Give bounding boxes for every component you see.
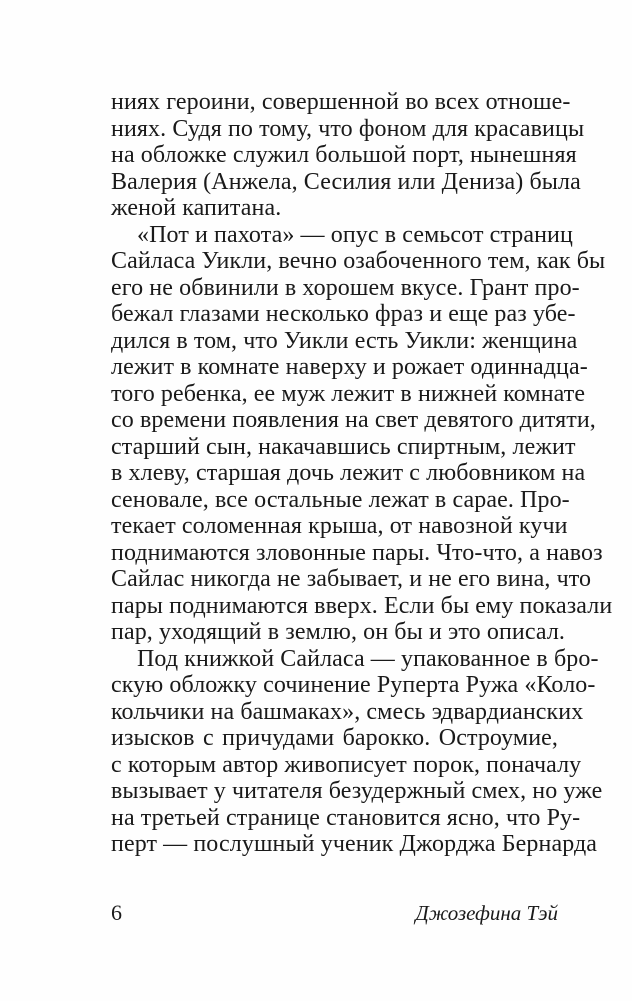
text-line: Сайласа Уикли, вечно озабоченного тем, как бы bbox=[111, 248, 606, 275]
text-line: поднимаются зловонные пары. Что-что, а навоз bbox=[111, 539, 603, 566]
body-text bbox=[111, 89, 613, 858]
text-line: изысков с причудами барокко. Остроумие, bbox=[111, 725, 558, 752]
text-line: кольчики на башмаках», смесь эдвардианских bbox=[111, 698, 584, 725]
text-line: ниях. Судя по тому, что фоном для красавицы bbox=[111, 115, 585, 142]
text-line: перт — послушный ученик Джорджа Бернарда bbox=[111, 831, 598, 858]
text-line: Сайлас никогда не забывает, и не его вина, что bbox=[111, 566, 592, 593]
text-line: того ребенка, ее муж лежит в нижней комнате bbox=[111, 380, 586, 407]
text-line: скую обложку сочинение Руперта Ружа «Коло- bbox=[111, 672, 596, 699]
text-line: женой капитана. bbox=[111, 195, 282, 222]
text-line: старший сын, накачавшись спиртным, лежит bbox=[111, 433, 576, 460]
text-line: сеновале, все остальные лежат в сарае. Про- bbox=[111, 486, 570, 513]
page-number: 6 bbox=[111, 900, 122, 925]
page-footer bbox=[111, 898, 558, 928]
text-line: на обложке служил большой порт, нынешняя bbox=[111, 142, 577, 169]
text-line: в хлеву, старшая дочь лежит с любовником на bbox=[111, 460, 586, 487]
text-line: на третьей странице становится ясно, что Ру- bbox=[111, 804, 581, 831]
text-line: лежит в комнате наверху и рожает одиннадца- bbox=[111, 354, 588, 381]
text-line: бежал глазами несколько фраз и еще раз убе- bbox=[111, 301, 576, 328]
text-line: Под книжкой Сайласа — упакованное в бро- bbox=[137, 645, 599, 672]
text-line: его не обвинили в хорошем вкусе. Грант про- bbox=[111, 274, 580, 301]
text-line: пары поднимаются вверх. Если бы ему показали bbox=[111, 592, 613, 619]
text-line: с которым автор живописует порок, поначалу bbox=[111, 751, 582, 778]
text-line: вызывает у читателя безудержный смех, но уже bbox=[111, 778, 603, 805]
text-line: ниях героини, совершенной во всех отноше- bbox=[111, 89, 571, 115]
text-line: текает соломенная крыша, от навозной кучи bbox=[111, 513, 568, 540]
running-title-author: Джозефина Тэй bbox=[415, 901, 558, 925]
text-line: «Пот и пахота» — опус в семьсот страниц bbox=[137, 221, 573, 248]
text-line: дился в том, что Уикли есть Уикли: женщина bbox=[111, 327, 578, 354]
text-line: со времени появления на свет девятого дитяти, bbox=[111, 407, 596, 434]
text-line: пар, уходящий в землю, он бы и это описал. bbox=[111, 619, 566, 646]
text-line: Валерия (Анжела, Сесилия или Дениза) была bbox=[111, 168, 581, 195]
